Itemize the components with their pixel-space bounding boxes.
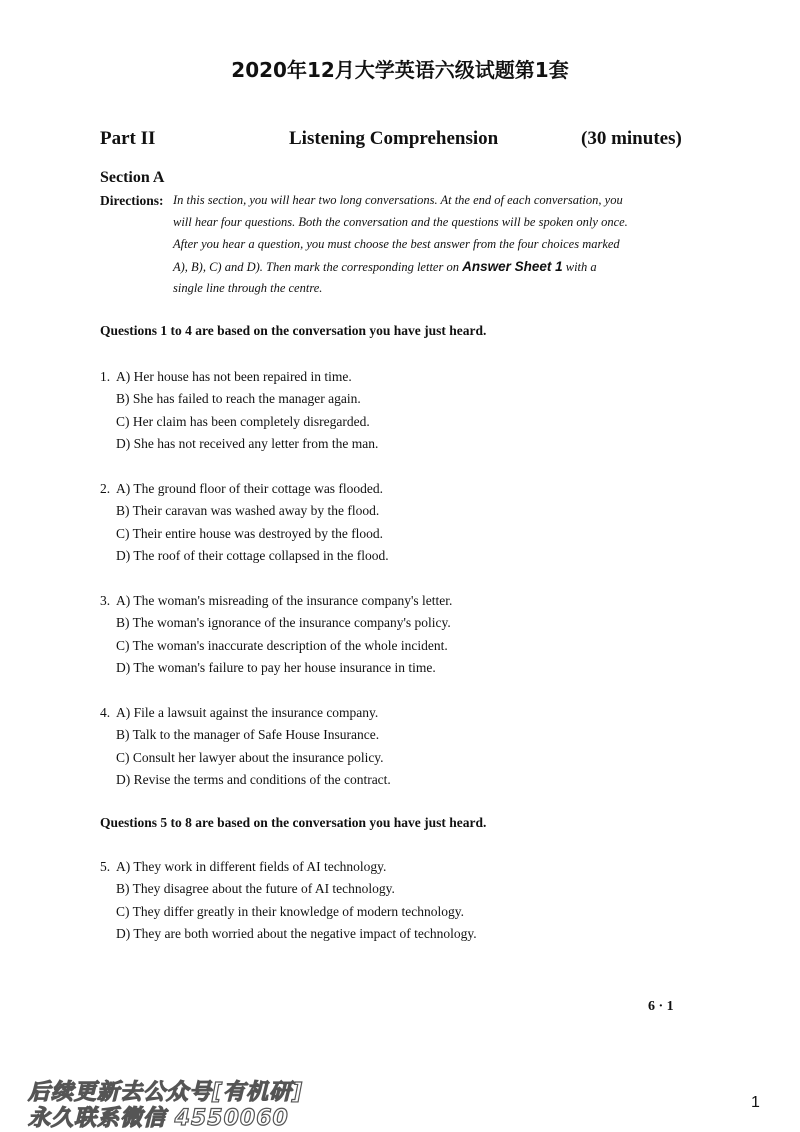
page-number: 1	[751, 1094, 760, 1111]
answer-option: B) Their caravan was washed away by the flood.	[116, 503, 380, 519]
question-group-heading: Questions 1 to 4 are based on the conversation you have just heard.	[100, 323, 487, 338]
answer-option: B) The woman's ignorance of the insurance company's policy.	[116, 615, 451, 631]
directions-text: A), B), C) and D). Then mark the corresponding letter on	[173, 260, 459, 274]
answer-option: A) The ground floor of their cottage was flooded.	[116, 481, 384, 496]
directions-line	[173, 259, 597, 275]
answer-option: C) The woman's inaccurate description of the whole incident.	[116, 637, 448, 653]
directions-text: with a	[565, 260, 597, 274]
watermark-line: 永久联系微信 4550060	[28, 1106, 289, 1131]
answer-option: C) Her claim has been completely disregarded.	[116, 413, 370, 429]
question-number: 1.	[100, 369, 111, 384]
section-heading: Section A	[100, 169, 165, 186]
answer-option: C) Consult her lawyer about the insurance policy.	[116, 749, 384, 765]
part-label: Part II	[100, 128, 156, 149]
page-title: 2020年12月大学英语六级试题第1套	[231, 58, 569, 82]
answer-option: A) Her house has not been repaired in time.	[116, 369, 352, 384]
answer-option: D) They are both worried about the negative impact of technology.	[116, 925, 477, 941]
page-marker: 6 · 1	[648, 999, 674, 1014]
answer-option: B) Talk to the manager of Safe House Insurance.	[116, 727, 380, 743]
watermark-line: 后续更新去公众号[有机研]	[28, 1080, 304, 1105]
answer-option: D) Revise the terms and conditions of the contract.	[116, 771, 391, 787]
question-group-heading: Questions 5 to 8 are based on the conversation you have just heard.	[100, 815, 487, 830]
answer-option: A) The woman's misreading of the insurance company's letter.	[116, 593, 453, 608]
directions-line: After you hear a question, you must choose the best answer from the four choices marked	[173, 237, 620, 251]
answer-option: A) They work in different fields of AI technology.	[116, 859, 387, 874]
answer-option: D) She has not received any letter from the man.	[116, 435, 379, 451]
answer-option: C) Their entire house was destroyed by the flood.	[116, 525, 384, 541]
answer-option: C) They differ greatly in their knowledge of modern technology.	[116, 903, 465, 919]
directions-line: single line through the centre.	[173, 281, 323, 295]
question-number: 3.	[100, 593, 111, 608]
directions-label: Directions:	[100, 193, 164, 208]
directions-line: In this section, you will hear two long conversations. At the end of each conversation, you	[173, 193, 623, 207]
directions-line: will hear four questions. Both the conversation and the questions will be spoken only once.	[173, 215, 628, 229]
answer-option: D) The woman's failure to pay her house insurance in time.	[116, 659, 436, 675]
answer-option: B) She has failed to reach the manager again.	[116, 391, 361, 407]
question-number: 5.	[100, 859, 111, 874]
answer-sheet-label: Answer Sheet 1	[462, 259, 563, 274]
answer-option: B) They disagree about the future of AI technology.	[116, 881, 395, 897]
part-name: Listening Comprehension	[289, 128, 499, 149]
question-number: 4.	[100, 705, 111, 720]
answer-option: A) File a lawsuit against the insurance company.	[116, 705, 379, 720]
question-number: 2.	[100, 481, 111, 496]
part-time: (30 minutes)	[581, 128, 682, 149]
answer-option: D) The roof of their cottage collapsed in the flood.	[116, 547, 389, 563]
